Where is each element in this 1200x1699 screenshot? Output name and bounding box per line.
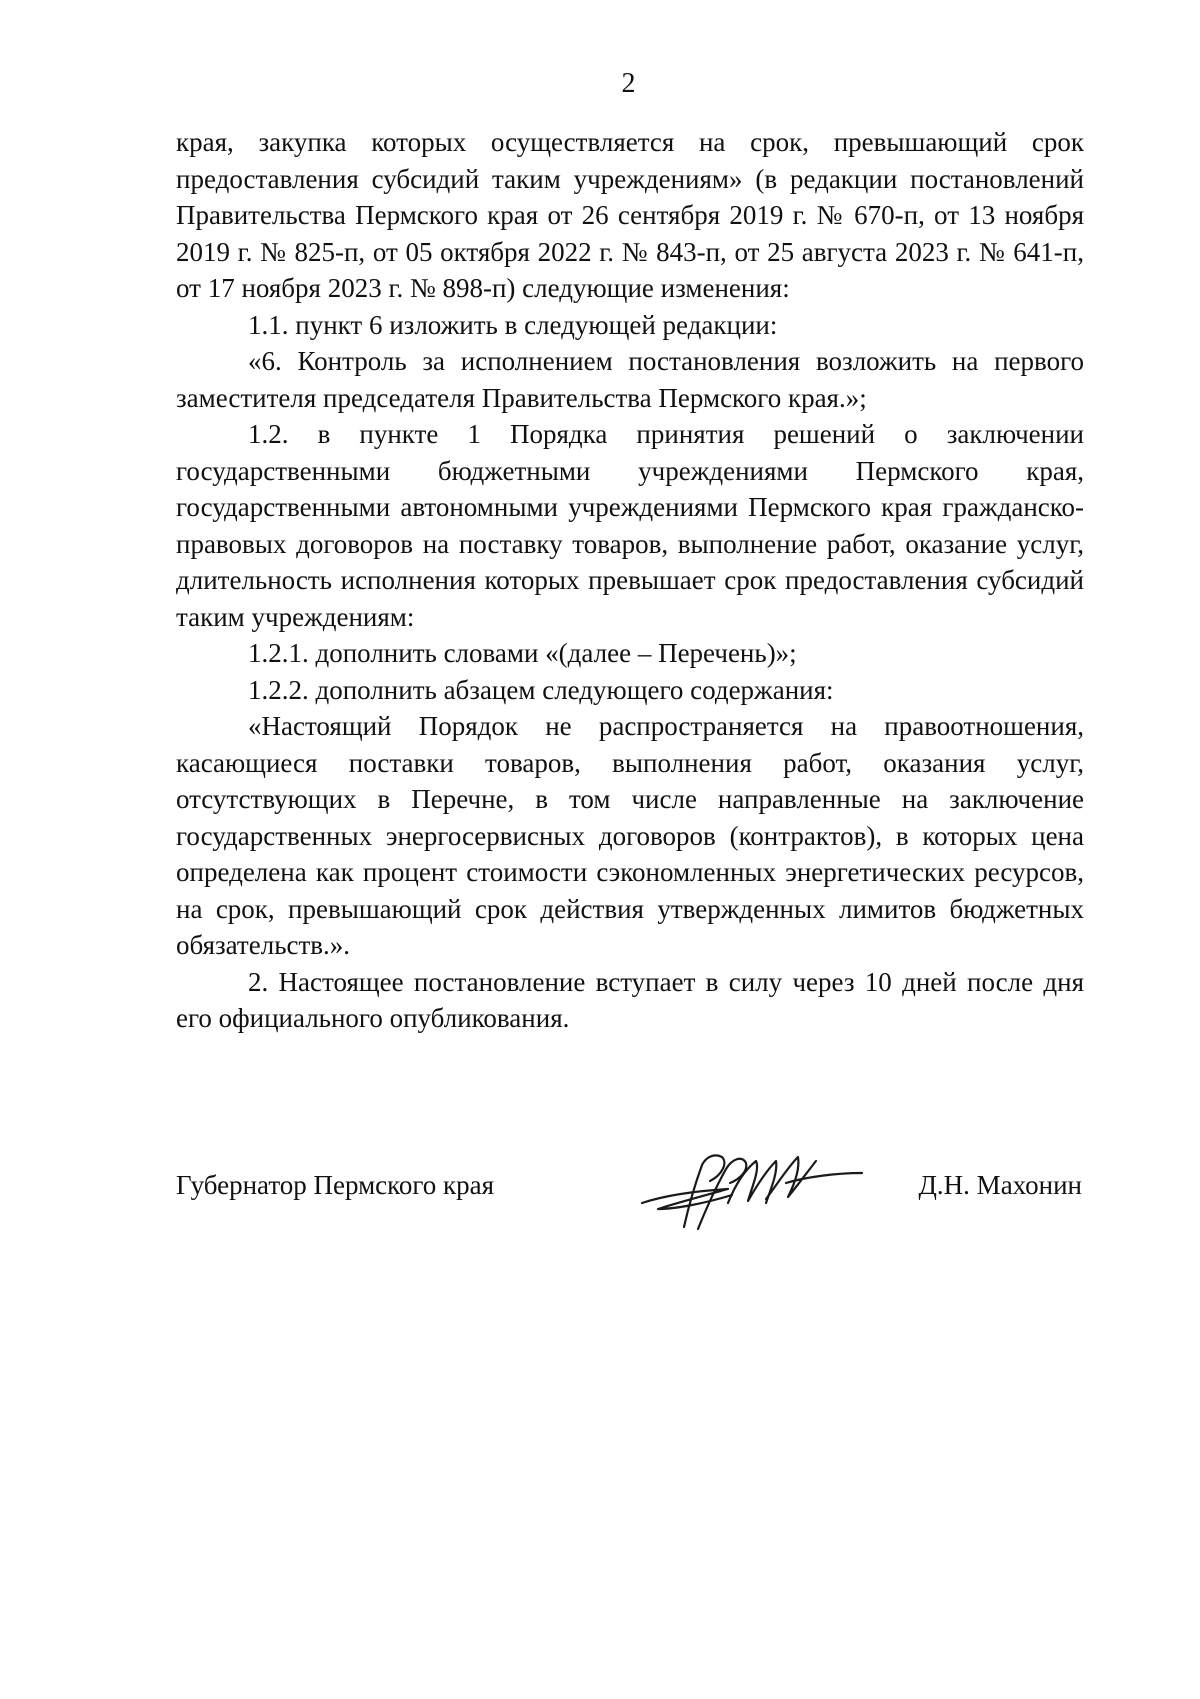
handwritten-signature [636, 1143, 866, 1235]
signature-block [176, 1165, 1084, 1275]
signatory-name: Д.Н. Махонин [918, 1170, 1082, 1200]
paragraph-1-2-1: 1.2.1. дополнить словами «(далее – Перечень)»; [248, 638, 797, 668]
paragraph-1-2: 1.2. в пункте 1 Порядка принятия решений о заключении государственными бюджетными учреждениями Пермского края, государственными автономными учреждениями Пермского края гражданско-правовых договоров на поставку товаров, выполнение работ, оказание услуг, длительность исполнения которых превышает срок предоставления субсидий таким учреждениям: [176, 419, 1084, 632]
page-number: 2 [621, 68, 636, 99]
signatory-position: Губернатор Пермского края [176, 1170, 495, 1200]
document-body [176, 124, 1084, 1037]
paragraph-1-1: 1.1. пункт 6 изложить в следующей редакции: [248, 309, 778, 340]
paragraph-quote-6: «6. Контроль за исполнением постановления возложить на первого заместителя председателя Правительства Пермского края.»; [176, 346, 1084, 413]
paragraph-1-2-2: 1.2.2. дополнить абзацем следующего содержания: [248, 674, 834, 705]
paragraph-2: 2. Настоящее постановление вступает в силу через 10 дней после дня его официального опубликования. [176, 966, 1084, 1033]
paragraph-continuation: края, закупка которых осуществляется на срок, превышающий срок предоставления субсидий таким учреждениям» (в редакции постановлений Правительства Пермского края от 26 сентября 2019 г. № 670-п, от 13 ноября 2019 г. № 825-п, от 05 октября 2022 г. № 843-п, от 25 августа 2023 г. № 641-п, от 17 ноября 2023 г. № 898-п) следующие изменения: [176, 127, 1084, 303]
paragraph-quote-order: «Настоящий Порядок не распространяется на правоотношения, касающиеся поставки товаров, выполнения работ, оказания услуг, отсутствующих в Перечне, в том числе направленные на заключение государственных энергосервисных договоров (контрактов), в которых цена определена как процент стоимости сэкономленных энергетических ресурсов, на срок, превышающий срок действия утвержденных лимитов бюджетных обязательств.». [176, 711, 1084, 960]
